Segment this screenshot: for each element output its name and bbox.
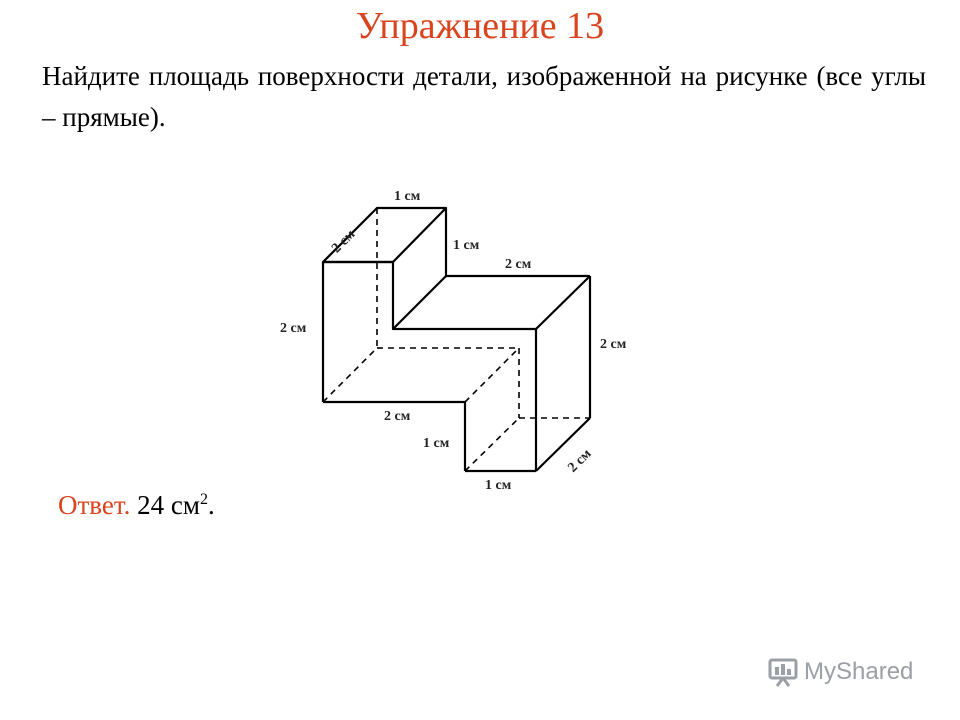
label-bottom-width: 1 см (485, 478, 512, 493)
watermark-logo (766, 655, 913, 689)
label-bottom-depth: 2 см (565, 446, 595, 476)
problem-text: Найдите площадь поверхности детали, изображенной на рисунке (все углы – прямые). (42, 61, 926, 132)
solid-figure (270, 175, 670, 495)
label-mid-width: 2 см (505, 257, 532, 272)
answer-power: 2 (199, 491, 208, 508)
answer-value: 24 см (137, 490, 200, 520)
label-top-width: 1 см (394, 189, 421, 204)
slide-title: Упражнение 13 (355, 5, 605, 47)
hidden-inner-diagonal (465, 348, 519, 402)
answer-label: Ответ. (58, 490, 131, 520)
hidden-bottom-diagonal (465, 418, 519, 471)
label-top-depth: 2 см (329, 227, 359, 257)
edge-right-diagonal (536, 276, 590, 329)
label-bottom-step: 1 см (423, 436, 450, 451)
watermark-text: MyShared (804, 658, 914, 685)
label-bottom-length: 2 см (384, 409, 411, 424)
answer (58, 490, 215, 521)
label-left-height: 2 см (280, 321, 307, 336)
answer-end: . (207, 490, 215, 520)
edge-top-front-face (323, 262, 536, 329)
label-right-height: 2 см (600, 337, 627, 352)
edge-mid-diagonal (393, 276, 446, 329)
label-top-step: 1 см (453, 238, 480, 253)
figure-svg (270, 175, 670, 495)
hidden-left-diagonal (323, 348, 377, 402)
presentation-board-icon (766, 655, 800, 689)
